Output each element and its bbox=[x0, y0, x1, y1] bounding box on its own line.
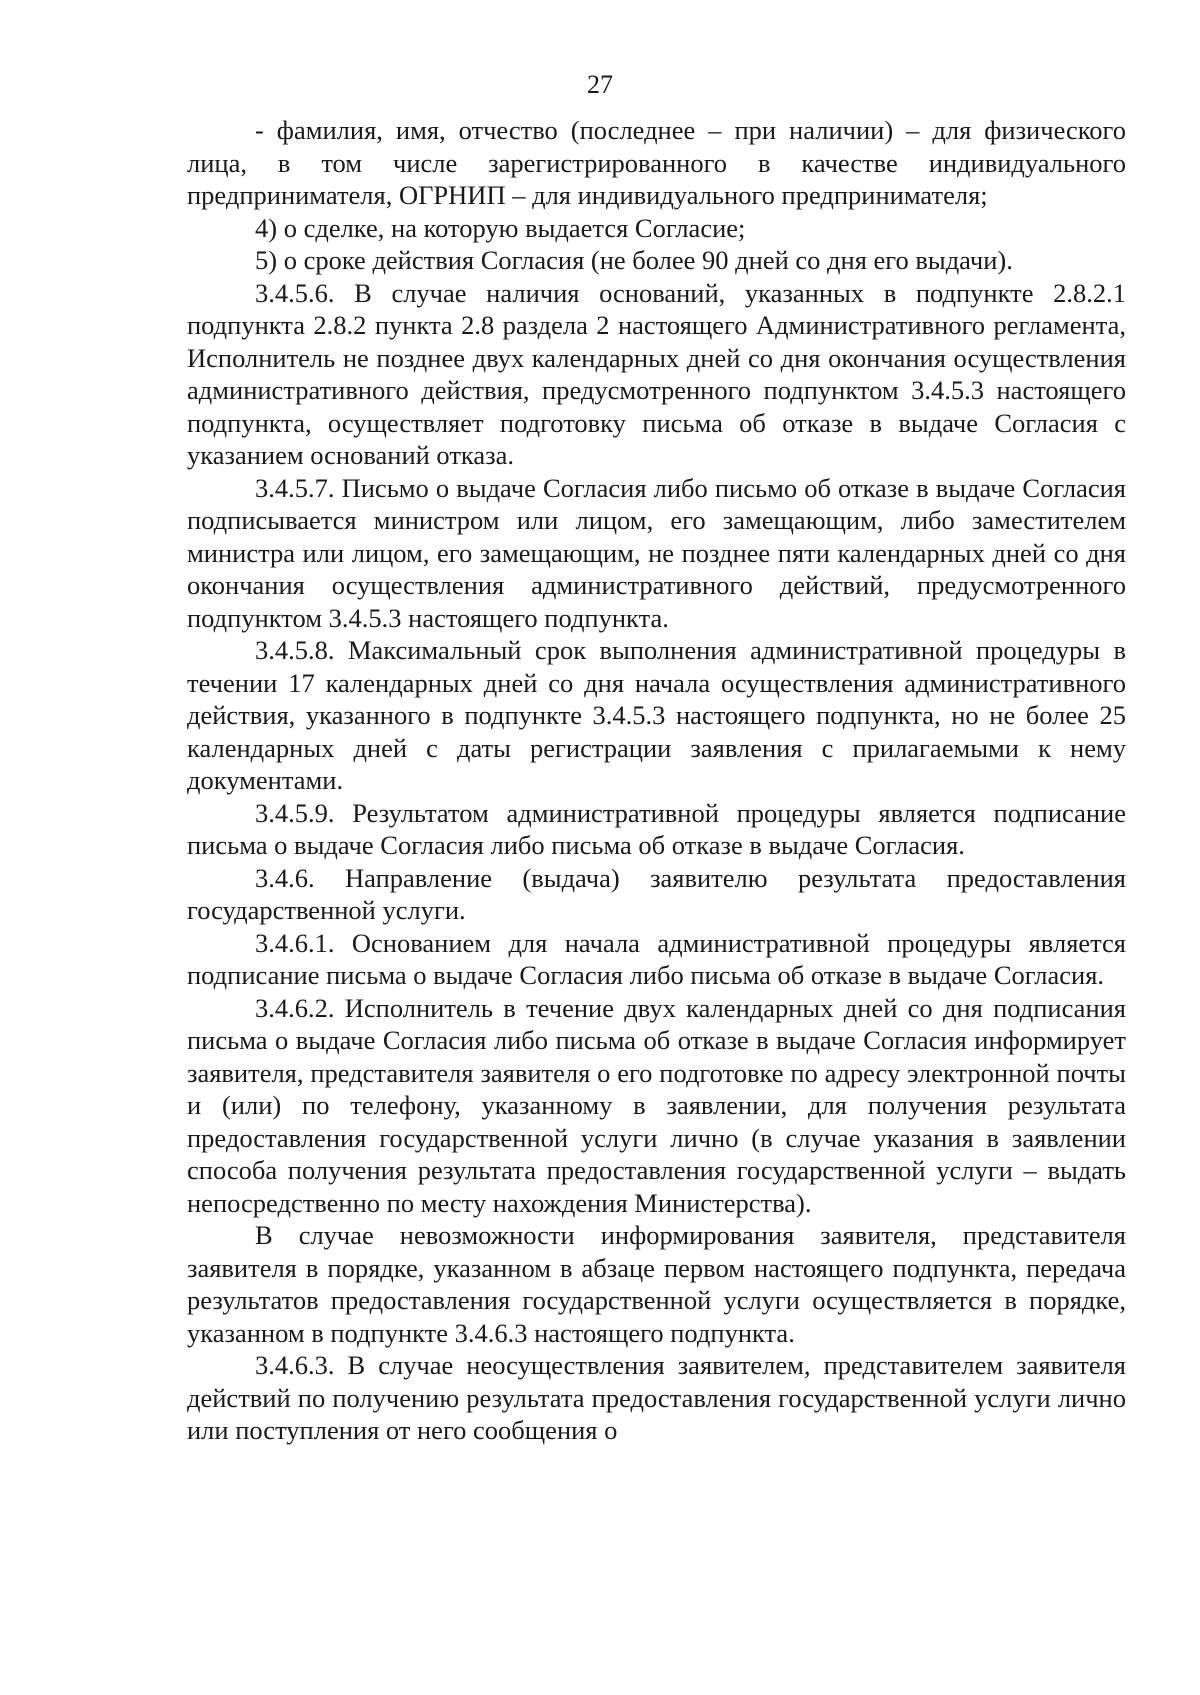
paragraph-item-4: 4) о сделке, на которую выдается Согласие; bbox=[255, 212, 746, 243]
paragraph-3-4-5-7: 3.4.5.7. Письмо о выдаче Согласия либо письмо об отказе в выдаче Согласия подписывается министром или лицом, его замещающим, либо заместителем министра или лицом, его замещающим, не позднее пяти календарных дней со дня окончания осуществления административного действий, предусмотренного подпунктом 3.4.5.3 настоящего подпункта. bbox=[187, 472, 1126, 633]
paragraph-3-4-6: 3.4.6. Направление (выдача) заявителю результата предоставления государственной услуги. bbox=[187, 862, 1126, 925]
page-number: 27 bbox=[587, 70, 613, 99]
paragraph-applicant-name: - фамилия, имя, отчество (последнее – при наличии) – для физического лица, в том числе зарегистрированного в качестве индивидуального предпринимателя, ОГРНИП – для индивидуального предпринимателя; bbox=[187, 115, 1126, 210]
paragraph-3-4-6-2: 3.4.6.2. Исполнитель в течение двух календарных дней со дня подписания письма о выдаче Согласия либо письма об отказе в выдаче Согласия информирует заявителя, представителя заявителя о его подготовке по адресу электронной почты и (или) по телефону, указанному в заявлении, для получения результата предоставления государственной услуги лично (в случае указания в заявлении способа получения результата предоставления государственной услуги – выдать непосредственно по месту нахождения Министерства). bbox=[187, 992, 1126, 1218]
paragraph-item-5: 5) о сроке действия Согласия (не более 90 дней со дня его выдачи). bbox=[255, 245, 1013, 275]
paragraph-3-4-5-6: 3.4.5.6. В случае наличия оснований, указанных в подпункте 2.8.2.1 подпункта 2.8.2 пункта 2.8 раздела 2 настоящего Административного регламента, Исполнитель не позднее двух календарных дней со дня окончания осуществления административного действия, предусмотренного подпунктом 3.4.5.3 настоящего подпункта, осуществляет подготовку письма об отказе в выдаче Согласия с указанием оснований отказа. bbox=[187, 277, 1126, 470]
paragraph-3-4-6-3: 3.4.6.3. В случае неосуществления заявителем, представителем заявителя действий по получению результата предоставления государственной услуги лично или поступления от него сообщения о bbox=[187, 1350, 1126, 1445]
document-body bbox=[187, 114, 1126, 1447]
paragraph-3-4-5-9: 3.4.5.9. Результатом административной процедуры является подписание письма о выдаче Согласия либо письма об отказе в выдаче Согласия. bbox=[187, 797, 1126, 860]
paragraph-3-4-6-1: 3.4.6.1. Основанием для начала административной процедуры является подписание письма о выдаче Согласия либо письма об отказе в выдаче Согласия. bbox=[187, 927, 1126, 990]
paragraph-3-4-5-8: 3.4.5.8. Максимальный срок выполнения административной процедуры в течении 17 календарных дней со дня начала осуществления административного действия, указанного в подпункте 3.4.5.3 настоящего подпункта, но не более 25 календарных дней с даты регистрации заявления с прилагаемыми к нему документами. bbox=[187, 635, 1126, 795]
paragraph-impossibility-notice: В случае невозможности информирования заявителя, представителя заявителя в порядке, указанном в абзаце первом настоящего подпункта, передача результатов предоставления государственной услуги осуществляется в порядке, указанном в подпункте 3.4.6.3 настоящего подпункта. bbox=[187, 1220, 1126, 1348]
